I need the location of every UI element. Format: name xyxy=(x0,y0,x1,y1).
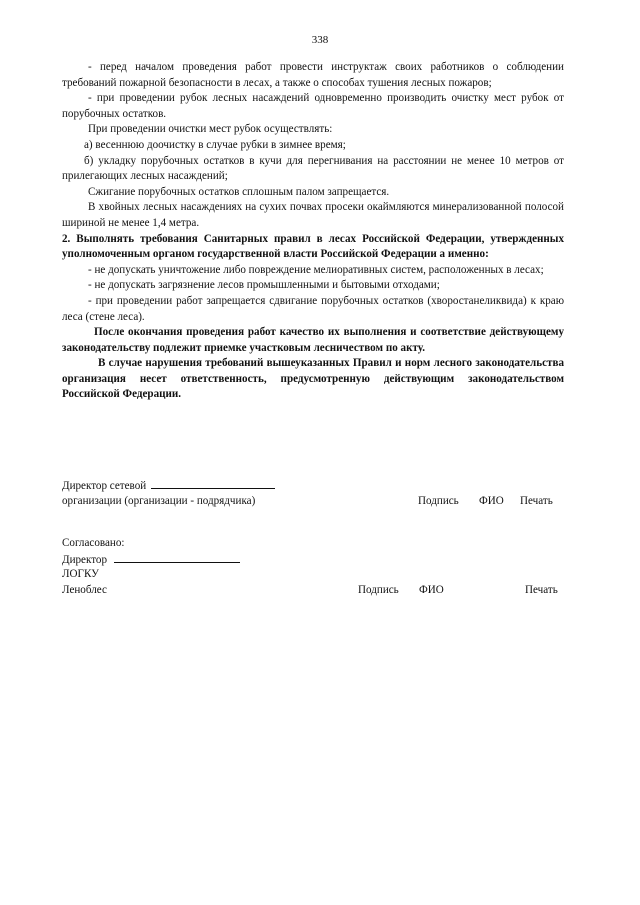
paragraph-sanitary-rules-heading: 2. Выполнять требования Санитарных правил в лесах Российской Федерации, утвержденных уполномоченным органом государственной власти Российской Федерации а именно: xyxy=(62,232,564,261)
contractor-title-line1: Директор сетевой xyxy=(62,480,147,492)
contractor-director-signature-line[interactable] xyxy=(151,478,275,489)
contractor-sign-label: Подпись xyxy=(418,494,459,507)
approval-sign-label: Подпись xyxy=(358,583,399,596)
paragraph-no-pollution: - не допускать загрязнение лесов промышленными и бытовыми отходами; xyxy=(88,279,440,292)
paragraph-liability: В случае нарушения требований вышеуказанных Правил и норм лесного законодательства организация несет ответственность, предусмотренную действующим законодательством Российской Федерации. xyxy=(62,357,564,401)
approval-name-label: ФИО xyxy=(419,583,444,596)
paragraph-burning-prohibited: Сжигание порубочных остатков сплошным палом запрещается. xyxy=(88,185,390,198)
contractor-seal-label: Печать xyxy=(520,494,553,507)
approval-org-line2: Леноблес xyxy=(62,583,107,596)
approval-org-line1: ЛОГКУ xyxy=(62,568,99,581)
paragraph-no-destruction: - не допускать уничтожение либо повреждение мелиоративных систем, расположенных в лесах; xyxy=(88,263,544,276)
paragraph-mineral-strip: В хвойных лесных насаждениях на сухих почвах просеки окаймляются минерализованной полосой шириной не менее 1,4 метра. xyxy=(62,201,564,229)
contractor-name-label: ФИО xyxy=(479,494,504,507)
signature-block-contractor xyxy=(62,478,564,509)
paragraph-item-b: б) укладку порубочных остатков в кучи для перегнивания на расстоянии не менее 10 метров от прилегающих лесных насаждений; xyxy=(62,154,564,183)
paragraph-acceptance: После окончания проведения работ качество их выполнения и соответствие действующему законодательству подлежит приемке участковым лесничеством по акту. xyxy=(62,326,564,354)
paragraph-cleanup-intro: При проведении очистки мест рубок осуществлять: xyxy=(88,123,333,136)
document-body xyxy=(62,60,564,403)
paragraph-no-shifting-residues: - при проведении работ запрещается сдвигание порубочных остатков (хворостанеликвида) к краю леса (стене леса). xyxy=(62,294,564,323)
contractor-title-line2: организации (организации - подрядчика) xyxy=(62,494,256,507)
paragraph-cleanup-during-felling: - при проведении рубок лесных насаждений одновременно производить очистку мест рубок от порубочных остатков. xyxy=(62,92,564,120)
paragraph-fire-safety-briefing: - перед началом проведения работ провести инструктаж своих работников о соблюдении требований пожарной безопасности в лесах, а также о способах тушения лесных пожаров; xyxy=(62,61,564,89)
signature-block-approval xyxy=(62,536,564,598)
approval-director-label: Директор xyxy=(62,553,108,566)
approval-agreed-label: Согласовано: xyxy=(62,537,125,549)
approval-seal-label: Печать xyxy=(525,583,558,596)
page-number: 338 xyxy=(311,34,329,46)
paragraph-item-a: а) весеннюю доочистку в случае рубки в зимнее время; xyxy=(84,138,346,151)
approval-director-signature-line[interactable] xyxy=(114,552,240,563)
